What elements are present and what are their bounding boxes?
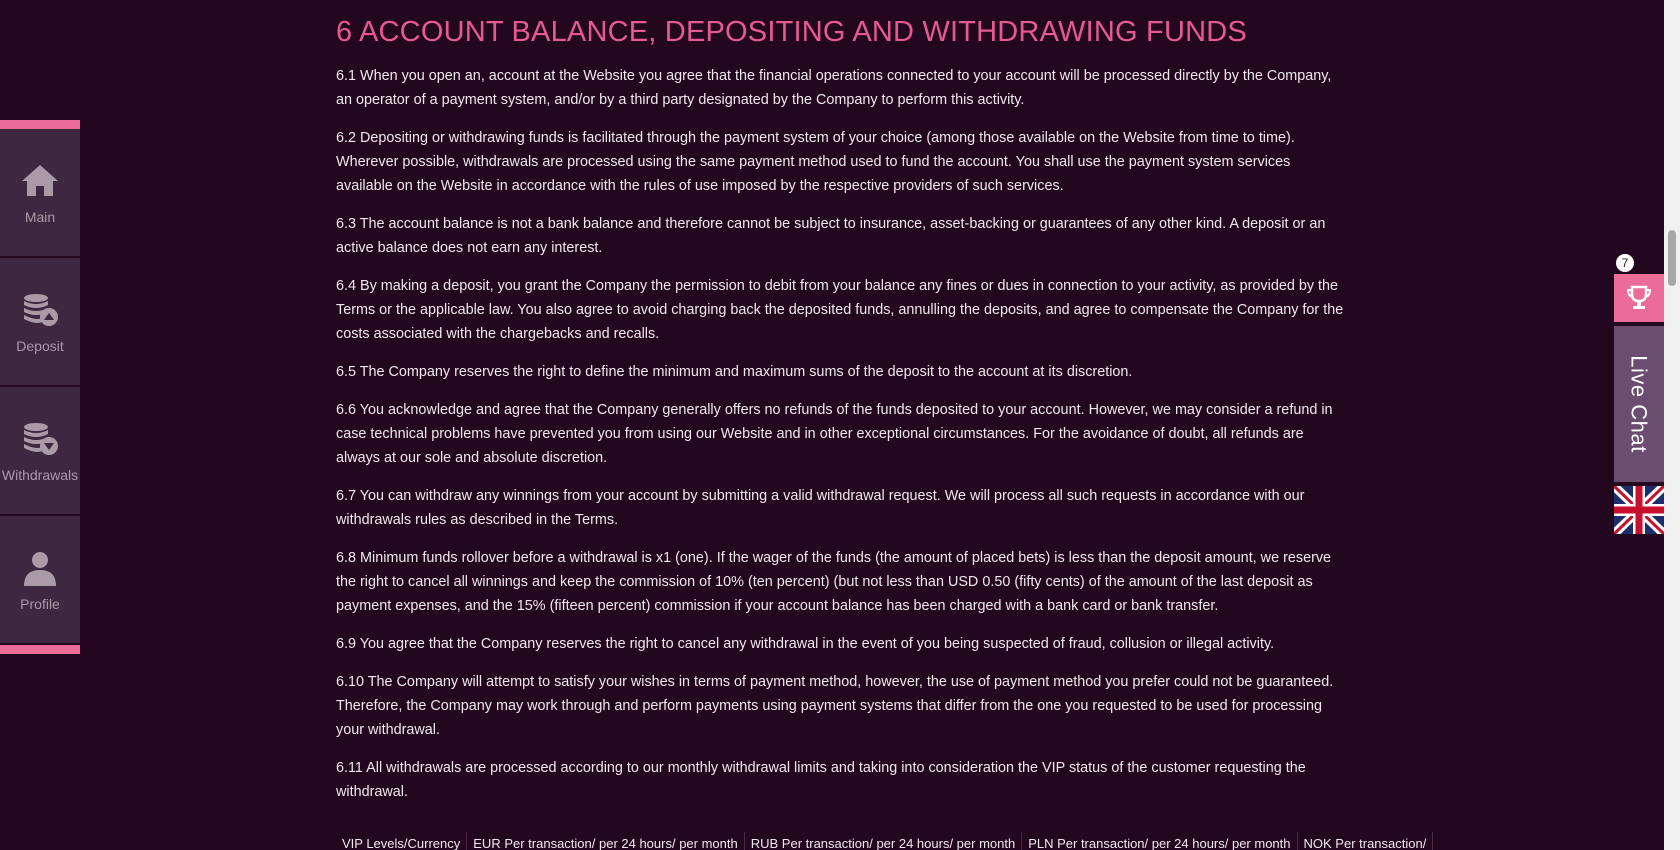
left-sidebar	[0, 120, 80, 654]
clause-6-3: 6.3 The account balance is not a bank balance and therefore cannot be subject to insurance, asset-backing or guarantees of any other kind. A deposit or an active balance does not earn any interest.	[336, 216, 1326, 256]
withdrawal-coins-icon	[20, 419, 60, 459]
uk-flag-icon	[1614, 486, 1664, 534]
clause-list	[336, 64, 1348, 804]
clause-6-4: 6.4 By making a deposit, you grant the Company the permission to debit from your balance any fines or dues in connection to your activity, as provided by the Terms or the applicable law. You also agree to avoid charging back the deposited funds, annulling the deposits, and agree to compensate the Company for the costs associated with the chargebacks and recalls.	[336, 278, 1344, 342]
clause-6-7: 6.7 You can withdraw any winnings from your account by submitting a valid withdrawal request. We will process all such requests in accordance with our withdrawals rules as described in the Terms.	[336, 488, 1305, 528]
vip-limits-table-header	[336, 832, 1433, 850]
sidebar-item-label: Deposit	[16, 337, 64, 354]
tournaments-button[interactable]	[1614, 274, 1664, 322]
scrollbar-thumb[interactable]	[1668, 230, 1676, 286]
sidebar-item-profile[interactable]	[0, 516, 80, 645]
page-scrollbar[interactable]	[1664, 0, 1680, 850]
trophy-count-badge: 7	[1616, 254, 1634, 272]
clause-6-8: 6.8 Minimum funds rollover before a withdrawal is x1 (one). If the wager of the funds (the amount of placed bets) is less than the deposit amount, we reserve the right to cancel all winnings and keep the commission of 10% (ten percent) (but not less than USD 0.50 (fifty cents) of the amount of the last deposit as payment expenses, and the 15% (fifteen percent) commission if your account balance has been charged with a bank card or bank transfer.	[336, 550, 1332, 614]
home-icon	[20, 161, 60, 201]
clause-6-6: 6.6 You acknowledge and agree that the Company generally offers no refunds of the funds deposited to your account. However, we may consider a refund in case technical problems have prevented you from using our Website and in other exceptional circumstances. For the avoidance of doubt, all refunds are always at our sole and absolute discretion.	[336, 402, 1333, 466]
deposit-coins-icon	[20, 290, 60, 330]
sidebar-bottom-accent	[0, 645, 80, 654]
clause-6-5: 6.5 The Company reserves the right to define the minimum and maximum sums of the deposit to the account at its discretion.	[336, 364, 1133, 380]
sidebar-item-label: Withdrawals	[1, 466, 79, 483]
table-header-pln: PLN Per transaction/ per 24 hours/ per month	[1022, 832, 1297, 850]
clause-6-9: 6.9 You agree that the Company reserves the right to cancel any withdrawal in the event of you being suspected of fraud, collusion or illegal activity.	[336, 636, 1275, 652]
user-icon	[20, 548, 60, 588]
clause-6-11: 6.11 All withdrawals are processed according to our monthly withdrawal limits and taking into consideration the VIP status of the customer requesting the withdrawal.	[336, 760, 1306, 800]
section-title: 6 ACCOUNT BALANCE, DEPOSITING AND WITHDRAWING FUNDS	[336, 16, 1247, 48]
table-header-vip-levels: VIP Levels/Currency	[336, 832, 467, 850]
sidebar-item-withdrawals[interactable]	[0, 387, 80, 516]
language-selector[interactable]	[1614, 486, 1664, 534]
clause-6-2: 6.2 Depositing or withdrawing funds is facilitated through the payment system of your choice (among those available on the Website from time to time). Wherever possible, withdrawals are processed using the same payment method used to fund the account. You shall use the payment system services available on the Website in accordance with the rules of use imposed by the respective providers of such services.	[336, 130, 1295, 194]
sidebar-item-deposit[interactable]	[0, 258, 80, 387]
sidebar-item-label: Main	[24, 208, 56, 225]
table-header-rub: RUB Per transaction/ per 24 hours/ per month	[745, 832, 1022, 850]
sidebar-item-label: Profile	[20, 595, 60, 612]
sidebar-item-main[interactable]	[0, 129, 80, 258]
clause-6-1: 6.1 When you open an, account at the Website you agree that the financial operations connected to your account will be processed directly by the Company, an operator of a payment system, and/or by a third party designated by the Company to perform this activity.	[336, 68, 1332, 108]
clause-6-10: 6.10 The Company will attempt to satisfy your wishes in terms of payment method, however, the use of payment method you prefer could not be guaranteed. Therefore, the Company may work through and perform payments using payment systems that differ from the one you requested to be used for processing your withdrawal.	[336, 674, 1334, 738]
table-header-nok: NOK Per transaction/	[1298, 832, 1434, 850]
live-chat-button[interactable]	[1614, 326, 1664, 482]
sidebar-top-accent	[0, 120, 80, 129]
table-header-eur: EUR Per transaction/ per 24 hours/ per month	[467, 832, 744, 850]
terms-content	[336, 0, 1427, 850]
trophy-icon	[1625, 284, 1653, 312]
live-chat-label: Live Chat	[1627, 355, 1653, 453]
